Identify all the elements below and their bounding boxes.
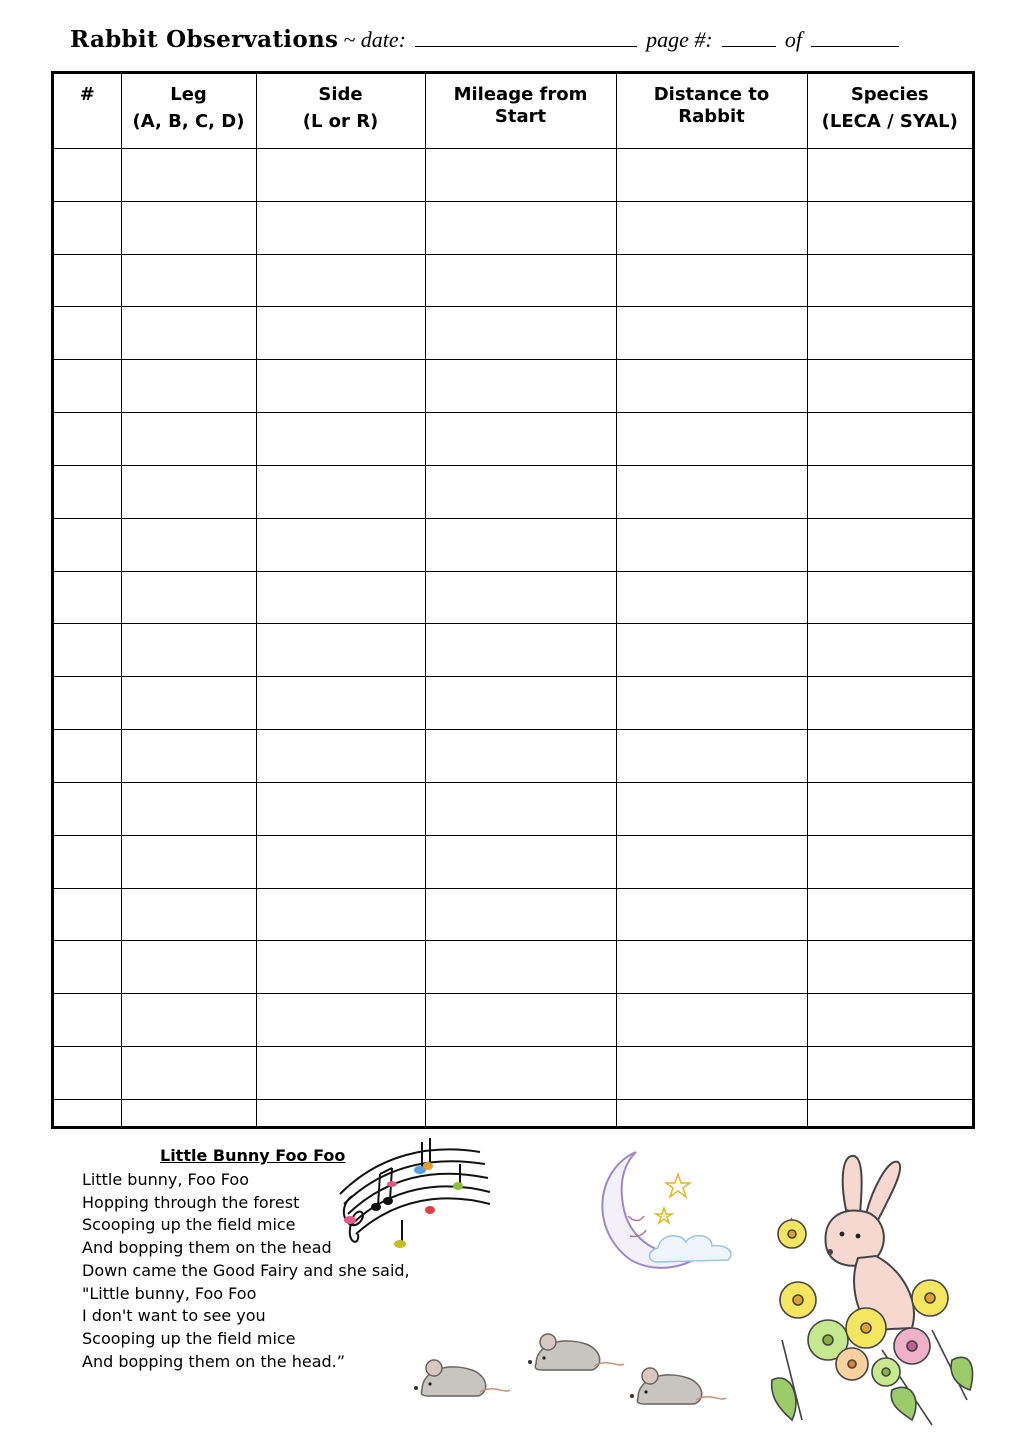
table-cell[interactable] xyxy=(256,730,425,783)
table-row xyxy=(54,201,972,254)
table-cell[interactable] xyxy=(807,782,972,835)
table-cell[interactable] xyxy=(425,941,616,994)
column-header-line1: Distance to xyxy=(653,84,770,105)
column-header xyxy=(54,74,121,149)
table-cell[interactable] xyxy=(54,201,121,254)
table-cell[interactable] xyxy=(256,1099,425,1126)
table-cell[interactable] xyxy=(616,149,807,202)
mouse-icon xyxy=(624,1362,730,1412)
table-cell[interactable] xyxy=(807,149,972,202)
table-cell[interactable] xyxy=(256,571,425,624)
mouse-icon xyxy=(522,1328,628,1378)
table-cell[interactable] xyxy=(121,677,256,730)
table-cell[interactable] xyxy=(616,835,807,888)
song-line: I don't want to see you xyxy=(82,1306,266,1326)
table-cell[interactable] xyxy=(425,360,616,413)
table-cell[interactable] xyxy=(121,360,256,413)
table-cell[interactable] xyxy=(425,307,616,360)
table-row xyxy=(54,1047,972,1100)
table-cell[interactable] xyxy=(256,1047,425,1100)
table-cell[interactable] xyxy=(807,994,972,1047)
table-cell[interactable] xyxy=(121,1047,256,1100)
table-cell[interactable] xyxy=(54,465,121,518)
table-cell[interactable] xyxy=(54,941,121,994)
table-cell[interactable] xyxy=(425,201,616,254)
column-header-line1: Mileage from xyxy=(453,84,588,105)
song-line: Hopping through the forest xyxy=(82,1192,300,1212)
table-row xyxy=(54,518,972,571)
table-cell[interactable] xyxy=(807,360,972,413)
table-cell[interactable] xyxy=(256,201,425,254)
table-cell[interactable] xyxy=(807,307,972,360)
observation-table xyxy=(54,74,972,1126)
table-cell[interactable] xyxy=(256,360,425,413)
column-header xyxy=(256,74,425,149)
table-row xyxy=(54,994,972,1047)
table-cell[interactable] xyxy=(121,835,256,888)
table-cell[interactable] xyxy=(425,624,616,677)
column-header-line1: Side xyxy=(318,84,363,105)
column-header-line2: (A, B, C, D) xyxy=(132,111,245,132)
table-cell[interactable] xyxy=(121,1099,256,1126)
table-cell[interactable] xyxy=(256,941,425,994)
observation-sheet xyxy=(51,71,975,1129)
table-cell[interactable] xyxy=(54,782,121,835)
table-row xyxy=(54,571,972,624)
table-cell[interactable] xyxy=(256,888,425,941)
table-cell[interactable] xyxy=(256,307,425,360)
column-header-line2: (LECA / SYAL) xyxy=(821,111,958,132)
table-cell[interactable] xyxy=(807,677,972,730)
table-cell[interactable] xyxy=(54,413,121,466)
table-cell[interactable] xyxy=(54,149,121,202)
table-cell[interactable] xyxy=(616,888,807,941)
column-header xyxy=(807,74,972,149)
table-cell[interactable] xyxy=(807,571,972,624)
table-cell[interactable] xyxy=(425,730,616,783)
table-cell[interactable] xyxy=(121,888,256,941)
table-cell[interactable] xyxy=(256,254,425,307)
table-cell[interactable] xyxy=(807,1099,972,1126)
table-row xyxy=(54,360,972,413)
table-cell[interactable] xyxy=(256,677,425,730)
table-cell[interactable] xyxy=(425,1047,616,1100)
moon-icon xyxy=(588,1146,744,1276)
header-row xyxy=(54,74,972,149)
table-cell[interactable] xyxy=(121,571,256,624)
table-row xyxy=(54,624,972,677)
table-cell[interactable] xyxy=(256,782,425,835)
table-cell[interactable] xyxy=(121,782,256,835)
table-row xyxy=(54,149,972,202)
table-row xyxy=(54,413,972,466)
table-cell[interactable] xyxy=(54,254,121,307)
table-row xyxy=(54,941,972,994)
table-cell[interactable] xyxy=(807,941,972,994)
table-cell[interactable] xyxy=(121,149,256,202)
table-cell[interactable] xyxy=(425,677,616,730)
table-cell[interactable] xyxy=(54,624,121,677)
page-total-label: of xyxy=(784,27,803,52)
table-cell[interactable] xyxy=(807,201,972,254)
table-cell[interactable] xyxy=(425,782,616,835)
table-cell[interactable] xyxy=(425,413,616,466)
table-row xyxy=(54,1099,972,1126)
page-total-field[interactable] xyxy=(811,26,899,47)
table-cell[interactable] xyxy=(256,149,425,202)
table-cell[interactable] xyxy=(121,624,256,677)
table-cell[interactable] xyxy=(425,835,616,888)
table-cell[interactable] xyxy=(256,518,425,571)
table-cell[interactable] xyxy=(54,677,121,730)
song-line: And bopping them on the head xyxy=(82,1238,332,1258)
table-cell[interactable] xyxy=(121,307,256,360)
table-row xyxy=(54,677,972,730)
song-line: "Little bunny, Foo Foo xyxy=(82,1283,257,1303)
table-cell[interactable] xyxy=(54,360,121,413)
song-line: And bopping them on the head.” xyxy=(82,1351,346,1371)
table-cell[interactable] xyxy=(616,782,807,835)
table-cell[interactable] xyxy=(807,254,972,307)
table-cell[interactable] xyxy=(54,571,121,624)
page-number-label: page #: xyxy=(646,27,713,52)
song-line: Little bunny, Foo Foo xyxy=(82,1170,250,1189)
table-cell[interactable] xyxy=(54,730,121,783)
table-cell[interactable] xyxy=(807,624,972,677)
table-cell[interactable] xyxy=(121,413,256,466)
column-header xyxy=(121,74,256,149)
column-header-line1: Leg xyxy=(170,84,207,105)
date-field[interactable] xyxy=(415,26,637,47)
column-header xyxy=(616,74,807,149)
table-cell[interactable] xyxy=(616,201,807,254)
table-cell[interactable] xyxy=(54,835,121,888)
table-cell[interactable] xyxy=(54,1099,121,1126)
table-cell[interactable] xyxy=(425,994,616,1047)
table-row xyxy=(54,465,972,518)
rabbit-flowers-icon xyxy=(762,1150,980,1430)
column-header-line2: Start xyxy=(494,106,547,127)
song-line: Scooping up the field mice xyxy=(82,1328,296,1348)
mouse-icon xyxy=(408,1354,514,1404)
table-cell[interactable] xyxy=(121,201,256,254)
table-cell[interactable] xyxy=(256,994,425,1047)
table-cell[interactable] xyxy=(256,835,425,888)
table-cell[interactable] xyxy=(616,254,807,307)
column-header-line1: # xyxy=(79,84,95,105)
table-cell[interactable] xyxy=(616,1047,807,1100)
table-cell[interactable] xyxy=(616,307,807,360)
music-notes-icon xyxy=(330,1134,495,1252)
table-cell[interactable] xyxy=(256,465,425,518)
table-cell[interactable] xyxy=(256,413,425,466)
table-cell[interactable] xyxy=(807,835,972,888)
table-cell[interactable] xyxy=(616,624,807,677)
table-cell[interactable] xyxy=(425,465,616,518)
song-title: Little Bunny Foo Foo xyxy=(160,1146,346,1165)
table-cell[interactable] xyxy=(121,941,256,994)
table-cell[interactable] xyxy=(54,994,121,1047)
table-cell[interactable] xyxy=(54,888,121,941)
table-cell[interactable] xyxy=(616,1099,807,1126)
table-row xyxy=(54,254,972,307)
table-row xyxy=(54,888,972,941)
table-row xyxy=(54,307,972,360)
table-cell[interactable] xyxy=(425,149,616,202)
date-label: ~ date: xyxy=(343,27,406,52)
table-cell[interactable] xyxy=(425,571,616,624)
table-cell[interactable] xyxy=(807,730,972,783)
table-cell[interactable] xyxy=(121,465,256,518)
table-cell[interactable] xyxy=(256,624,425,677)
table-cell[interactable] xyxy=(121,254,256,307)
table-cell[interactable] xyxy=(616,413,807,466)
table-cell[interactable] xyxy=(121,730,256,783)
table-cell[interactable] xyxy=(616,518,807,571)
table-row xyxy=(54,730,972,783)
table-cell[interactable] xyxy=(807,465,972,518)
table-cell[interactable] xyxy=(616,994,807,1047)
table-cell[interactable] xyxy=(616,730,807,783)
table-cell[interactable] xyxy=(807,1047,972,1100)
table-cell[interactable] xyxy=(616,941,807,994)
page-header xyxy=(70,26,970,62)
page-number-field[interactable] xyxy=(722,26,776,47)
song-line: Scooping up the field mice xyxy=(82,1215,296,1235)
table-row xyxy=(54,835,972,888)
column-header-line2: (L or R) xyxy=(302,111,379,132)
song-line: Down came the Good Fairy and she said, xyxy=(82,1260,410,1280)
table-cell[interactable] xyxy=(425,254,616,307)
table-cell[interactable] xyxy=(54,307,121,360)
table-cell[interactable] xyxy=(807,413,972,466)
table-cell[interactable] xyxy=(54,518,121,571)
table-cell[interactable] xyxy=(425,888,616,941)
page-title: Rabbit Observations xyxy=(70,26,339,53)
table-cell[interactable] xyxy=(616,677,807,730)
table-row xyxy=(54,782,972,835)
table-cell[interactable] xyxy=(121,994,256,1047)
table-cell[interactable] xyxy=(616,465,807,518)
table-cell[interactable] xyxy=(121,518,256,571)
column-header-line2: Rabbit xyxy=(678,106,745,127)
table-cell[interactable] xyxy=(807,888,972,941)
table-cell[interactable] xyxy=(425,518,616,571)
column-header xyxy=(425,74,616,149)
table-cell[interactable] xyxy=(54,1047,121,1100)
column-header-line1: Species xyxy=(850,84,929,105)
table-cell[interactable] xyxy=(425,1099,616,1126)
table-cell[interactable] xyxy=(616,360,807,413)
table-cell[interactable] xyxy=(807,518,972,571)
table-cell[interactable] xyxy=(616,571,807,624)
